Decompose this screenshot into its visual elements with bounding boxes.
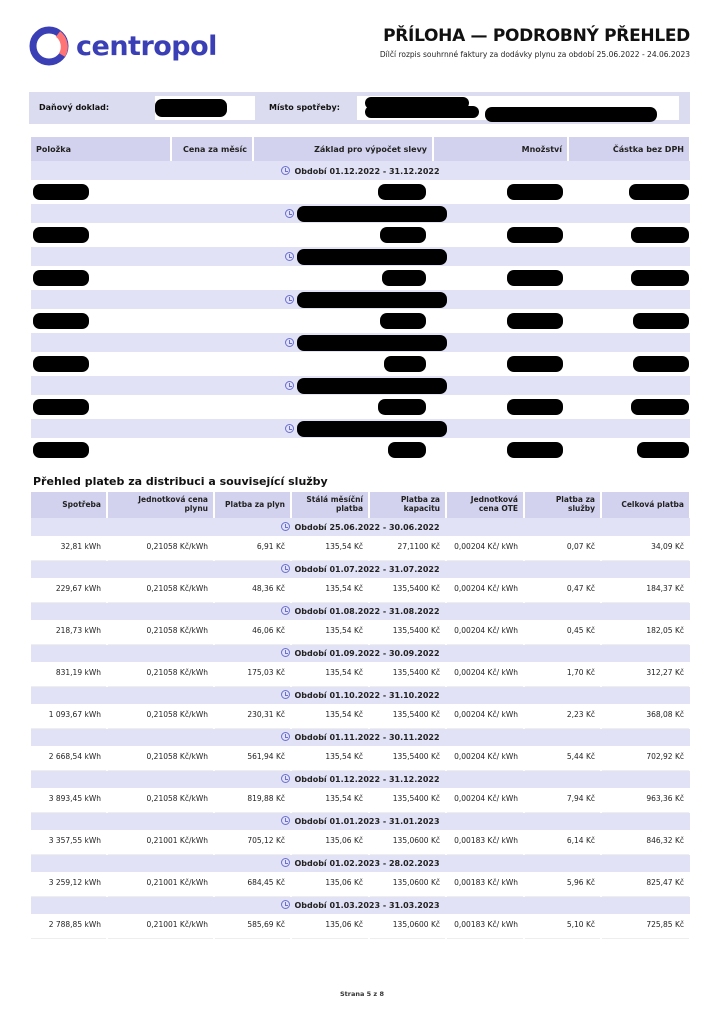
- redaction-block: [155, 99, 227, 117]
- redaction-block: [297, 292, 447, 308]
- table-row: [31, 578, 690, 602]
- gas-payment-cell: 585,69 Kč: [214, 914, 291, 938]
- total-payment-cell: 963,36 Kč: [601, 788, 690, 812]
- amount-cell: [568, 180, 690, 204]
- table-row: [31, 872, 690, 896]
- period-label: Období 01.09.2022 - 30.09.2022: [294, 649, 440, 659]
- col-item: Položka: [31, 137, 171, 161]
- period-row: [31, 770, 690, 788]
- redaction-block: [378, 184, 426, 200]
- period-cell: [31, 161, 690, 180]
- logo-mark-icon: [28, 25, 70, 67]
- ote-price-cell: 0,00183 Kč/ kWh: [446, 872, 524, 896]
- redaction-block: [33, 356, 89, 372]
- unit-price-cell: 0,21058 Kč/kWh: [107, 704, 214, 728]
- consumption-cell: 3 893,45 kWh: [31, 788, 107, 812]
- item-cell: [31, 395, 171, 419]
- item-cell: [31, 438, 171, 462]
- table-row: [31, 266, 690, 290]
- item-cell: [31, 352, 171, 376]
- period-row: [31, 247, 690, 266]
- period-cell: [31, 204, 690, 223]
- period-label: Období 01.12.2022 - 31.12.2022: [294, 166, 440, 176]
- col-total-payment: Celková platba: [601, 492, 690, 518]
- fixed-payment-cell: 135,06 Kč: [291, 830, 369, 854]
- gas-payment-cell: 230,31 Kč: [214, 704, 291, 728]
- fixed-payment-cell: 135,54 Kč: [291, 620, 369, 644]
- service-payment-cell: 0,45 Kč: [524, 620, 601, 644]
- clock-icon: [285, 424, 294, 433]
- monthly-price-cell: [171, 309, 253, 333]
- consumption-cell: 2 668,54 kWh: [31, 746, 107, 770]
- unit-price-cell: 0,21001 Kč/kWh: [107, 914, 214, 938]
- redaction-block: [382, 270, 426, 286]
- col-discount-base: Základ pro výpočet slevy: [253, 137, 433, 161]
- total-payment-cell: 182,05 Kč: [601, 620, 690, 644]
- document-info-bar: [29, 92, 690, 124]
- col-service-payment: Platba za služby: [524, 492, 601, 518]
- redaction-block: [33, 313, 89, 329]
- capacity-payment-cell: 135,5400 Kč: [369, 788, 446, 812]
- discount-base-cell: [253, 352, 433, 376]
- monthly-price-cell: [171, 395, 253, 419]
- consumption-cell: 229,67 kWh: [31, 578, 107, 602]
- unit-price-cell: 0,21058 Kč/kWh: [107, 620, 214, 644]
- period-row: [31, 686, 690, 704]
- period-row: [31, 560, 690, 578]
- consumption-cell: 3 357,55 kWh: [31, 830, 107, 854]
- page-title: PŘÍLOHA — PODROBNÝ PŘEHLED: [383, 26, 690, 46]
- fixed-payment-cell: 135,54 Kč: [291, 536, 369, 560]
- period-cell: [31, 602, 690, 620]
- service-payment-cell: 0,07 Kč: [524, 536, 601, 560]
- redaction-block: [507, 399, 563, 415]
- redaction-block: [507, 184, 563, 200]
- redaction-block: [380, 313, 426, 329]
- redaction-block: [507, 313, 563, 329]
- service-payment-cell: 1,70 Kč: [524, 662, 601, 686]
- service-payment-cell: 5,10 Kč: [524, 914, 601, 938]
- quantity-cell: [433, 352, 568, 376]
- table-row: [31, 830, 690, 854]
- consumption-cell: 831,19 kWh: [31, 662, 107, 686]
- redaction-block: [631, 399, 689, 415]
- item-cell: [31, 309, 171, 333]
- discount-base-cell: [253, 395, 433, 419]
- consumption-cell: 218,73 kWh: [31, 620, 107, 644]
- col-capacity-payment: Platba za kapacitu: [369, 492, 446, 518]
- col-consumption: Spotřeba: [31, 492, 107, 518]
- gas-payment-cell: 48,36 Kč: [214, 578, 291, 602]
- item-cell: [31, 223, 171, 247]
- redaction-block: [633, 356, 689, 372]
- unit-price-cell: 0,21058 Kč/kWh: [107, 662, 214, 686]
- monthly-price-cell: [171, 180, 253, 204]
- fixed-payment-cell: 135,06 Kč: [291, 914, 369, 938]
- monthly-price-cell: [171, 266, 253, 290]
- ote-price-cell: 0,00204 Kč/ kWh: [446, 662, 524, 686]
- period-cell: [31, 518, 690, 536]
- quantity-cell: [433, 438, 568, 462]
- capacity-payment-cell: 135,0600 Kč: [369, 914, 446, 938]
- period-label: Období 01.12.2022 - 31.12.2022: [294, 775, 440, 785]
- period-cell: [31, 728, 690, 746]
- table-row: [31, 788, 690, 812]
- period-cell: [31, 560, 690, 578]
- clock-icon: [281, 522, 290, 531]
- period-cell: [31, 376, 690, 395]
- fixed-payment-cell: 135,54 Kč: [291, 704, 369, 728]
- clock-icon: [281, 816, 290, 825]
- payments-section-title: Přehled plateb za distribuci a související služby: [33, 475, 328, 488]
- table-row: [31, 395, 690, 419]
- ote-price-cell: 0,00204 Kč/ kWh: [446, 788, 524, 812]
- clock-icon: [285, 381, 294, 390]
- col-quantity: Množství: [433, 137, 568, 161]
- redaction-block: [33, 270, 89, 286]
- clock-icon: [281, 732, 290, 741]
- fixed-payment-cell: 135,54 Kč: [291, 788, 369, 812]
- period-cell: [31, 812, 690, 830]
- capacity-payment-cell: 135,5400 Kč: [369, 620, 446, 644]
- period-cell: [31, 896, 690, 914]
- capacity-payment-cell: 135,5400 Kč: [369, 662, 446, 686]
- period-cell: [31, 854, 690, 872]
- period-row: [31, 728, 690, 746]
- clock-icon: [281, 606, 290, 615]
- total-payment-cell: 184,37 Kč: [601, 578, 690, 602]
- discount-base-cell: [253, 266, 433, 290]
- amount-cell: [568, 438, 690, 462]
- period-cell: [31, 686, 690, 704]
- redaction-block: [33, 442, 89, 458]
- quantity-cell: [433, 266, 568, 290]
- period-label: Období 01.03.2023 - 31.03.2023: [294, 901, 440, 911]
- capacity-payment-cell: 135,5400 Kč: [369, 704, 446, 728]
- page-number: Strana 5 z 8: [339, 990, 384, 998]
- brand-logo: [28, 25, 217, 67]
- period-row: [31, 290, 690, 309]
- discount-base-cell: [253, 309, 433, 333]
- clock-icon: [285, 295, 294, 304]
- gas-payment-cell: 46,06 Kč: [214, 620, 291, 644]
- total-payment-cell: 846,32 Kč: [601, 830, 690, 854]
- redaction-block: [378, 399, 426, 415]
- clock-icon: [285, 209, 294, 218]
- ote-price-cell: 0,00204 Kč/ kWh: [446, 746, 524, 770]
- ote-price-cell: 0,00183 Kč/ kWh: [446, 914, 524, 938]
- clock-icon: [281, 690, 290, 699]
- tax-document-value: [155, 96, 255, 120]
- clock-icon: [281, 774, 290, 783]
- redaction-block: [629, 184, 689, 200]
- clock-icon: [281, 858, 290, 867]
- redaction-block: [297, 421, 447, 437]
- service-payment-cell: 5,96 Kč: [524, 872, 601, 896]
- capacity-payment-cell: 135,5400 Kč: [369, 746, 446, 770]
- service-payment-cell: 6,14 Kč: [524, 830, 601, 854]
- period-cell: [31, 247, 690, 266]
- fixed-payment-cell: 135,06 Kč: [291, 872, 369, 896]
- amount-cell: [568, 266, 690, 290]
- period-cell: [31, 770, 690, 788]
- table-row: [31, 223, 690, 247]
- col-unit-price: Jednotková cena plynu: [107, 492, 214, 518]
- gas-payment-cell: 6,91 Kč: [214, 536, 291, 560]
- col-gas-payment: Platba za plyn: [214, 492, 291, 518]
- redaction-block: [297, 378, 447, 394]
- fixed-payment-cell: 135,54 Kč: [291, 662, 369, 686]
- redaction-block: [631, 227, 689, 243]
- quantity-cell: [433, 309, 568, 333]
- period-row: [31, 644, 690, 662]
- redaction-block: [485, 107, 657, 122]
- redaction-block: [380, 227, 426, 243]
- redaction-block: [297, 206, 447, 222]
- quantity-cell: [433, 223, 568, 247]
- table-row: [31, 352, 690, 376]
- capacity-payment-cell: 135,0600 Kč: [369, 830, 446, 854]
- gas-payment-cell: 561,94 Kč: [214, 746, 291, 770]
- period-row: [31, 812, 690, 830]
- clock-icon: [285, 338, 294, 347]
- quantity-cell: [433, 395, 568, 419]
- table-row: [31, 704, 690, 728]
- table-row: [31, 180, 690, 204]
- period-row: [31, 518, 690, 536]
- discount-base-cell: [253, 438, 433, 462]
- gas-payment-cell: 705,12 Kč: [214, 830, 291, 854]
- capacity-payment-cell: 27,1100 Kč: [369, 536, 446, 560]
- redaction-block: [507, 270, 563, 286]
- service-payment-cell: 5,44 Kč: [524, 746, 601, 770]
- payments-table: [31, 492, 691, 939]
- redaction-block: [384, 356, 426, 372]
- unit-price-cell: 0,21058 Kč/kWh: [107, 746, 214, 770]
- period-cell: [31, 644, 690, 662]
- discount-base-cell: [253, 223, 433, 247]
- amount-cell: [568, 309, 690, 333]
- unit-price-cell: 0,21058 Kč/kWh: [107, 788, 214, 812]
- monthly-price-cell: [171, 352, 253, 376]
- redaction-block: [297, 249, 447, 265]
- table-row: [31, 746, 690, 770]
- consumption-cell: 32,81 kWh: [31, 536, 107, 560]
- ote-price-cell: 0,00183 Kč/ kWh: [446, 830, 524, 854]
- col-ote-price: Jednotková cena OTE: [446, 492, 524, 518]
- ote-price-cell: 0,00204 Kč/ kWh: [446, 536, 524, 560]
- redaction-block: [388, 442, 426, 458]
- period-row: [31, 419, 690, 438]
- period-row: [31, 333, 690, 352]
- clock-icon: [285, 252, 294, 261]
- capacity-payment-cell: 135,0600 Kč: [369, 872, 446, 896]
- period-row: [31, 161, 690, 180]
- total-payment-cell: 825,47 Kč: [601, 872, 690, 896]
- fixed-payment-cell: 135,54 Kč: [291, 746, 369, 770]
- period-row: [31, 896, 690, 914]
- gas-payment-cell: 819,88 Kč: [214, 788, 291, 812]
- period-label: Období 01.11.2022 - 30.11.2022: [294, 733, 440, 743]
- gas-payment-cell: 684,45 Kč: [214, 872, 291, 896]
- clock-icon: [281, 900, 290, 909]
- capacity-payment-cell: 135,5400 Kč: [369, 578, 446, 602]
- period-cell: [31, 419, 690, 438]
- period-label: Období 01.10.2022 - 31.10.2022: [294, 691, 440, 701]
- period-cell: [31, 333, 690, 352]
- unit-price-cell: 0,21001 Kč/kWh: [107, 872, 214, 896]
- consumption-cell: 3 259,12 kWh: [31, 872, 107, 896]
- col-amount: Částka bez DPH: [568, 137, 690, 161]
- col-fixed-payment: Stálá měsíční platba: [291, 492, 369, 518]
- redaction-block: [631, 270, 689, 286]
- period-cell: [31, 290, 690, 309]
- amount-cell: [568, 352, 690, 376]
- period-row: [31, 602, 690, 620]
- service-payment-cell: 2,23 Kč: [524, 704, 601, 728]
- total-payment-cell: 702,92 Kč: [601, 746, 690, 770]
- period-row: [31, 376, 690, 395]
- discount-base-cell: [253, 180, 433, 204]
- redaction-block: [365, 106, 479, 118]
- page-subtitle: Dílčí rozpis souhrnné faktury za dodávky plynu za období 25.06.2022 - 24.06.2023: [379, 50, 690, 59]
- clock-icon: [281, 564, 290, 573]
- redaction-block: [633, 313, 689, 329]
- payments-header-row: [31, 492, 690, 518]
- table-row: [31, 309, 690, 333]
- item-cell: [31, 180, 171, 204]
- redaction-block: [297, 335, 447, 351]
- total-payment-cell: 368,08 Kč: [601, 704, 690, 728]
- unit-price-cell: 0,21058 Kč/kWh: [107, 536, 214, 560]
- redaction-block: [33, 184, 89, 200]
- total-payment-cell: 312,27 Kč: [601, 662, 690, 686]
- total-payment-cell: 34,09 Kč: [601, 536, 690, 560]
- clock-icon: [281, 166, 290, 175]
- consumption-cell: 1 093,67 kWh: [31, 704, 107, 728]
- period-row: [31, 204, 690, 223]
- ote-price-cell: 0,00204 Kč/ kWh: [446, 620, 524, 644]
- quantity-cell: [433, 180, 568, 204]
- amount-cell: [568, 395, 690, 419]
- gas-payment-cell: 175,03 Kč: [214, 662, 291, 686]
- ote-price-cell: 0,00204 Kč/ kWh: [446, 578, 524, 602]
- period-label: Období 25.06.2022 - 30.06.2022: [294, 522, 440, 532]
- tax-document-label: Daňový doklad:: [39, 103, 110, 112]
- monthly-price-cell: [171, 438, 253, 462]
- period-label: Období 01.02.2023 - 28.02.2023: [294, 859, 440, 869]
- monthly-price-cell: [171, 223, 253, 247]
- consumption-cell: 2 788,85 kWh: [31, 914, 107, 938]
- detail-table: [31, 137, 691, 462]
- detail-header-row: [31, 137, 690, 161]
- redaction-block: [507, 227, 563, 243]
- table-row: [31, 536, 690, 560]
- redaction-block: [33, 227, 89, 243]
- redaction-block: [33, 399, 89, 415]
- redaction-block: [507, 442, 563, 458]
- table-row: [31, 914, 690, 938]
- unit-price-cell: 0,21001 Kč/kWh: [107, 830, 214, 854]
- table-row: [31, 438, 690, 462]
- col-monthly-price: Cena za měsíc: [171, 137, 253, 161]
- amount-cell: [568, 223, 690, 247]
- table-row: [31, 662, 690, 686]
- service-payment-cell: 0,47 Kč: [524, 578, 601, 602]
- total-payment-cell: 725,85 Kč: [601, 914, 690, 938]
- ote-price-cell: 0,00204 Kč/ kWh: [446, 704, 524, 728]
- period-label: Období 01.01.2023 - 31.01.2023: [294, 817, 440, 827]
- table-row: [31, 620, 690, 644]
- period-label: Období 01.07.2022 - 31.07.2022: [294, 565, 440, 575]
- redaction-block: [637, 442, 689, 458]
- consumption-place-value: [357, 96, 679, 120]
- period-row: [31, 854, 690, 872]
- item-cell: [31, 266, 171, 290]
- brand-name: centropol: [76, 30, 217, 62]
- consumption-place-label: Místo spotřeby:: [269, 103, 340, 112]
- fixed-payment-cell: 135,54 Kč: [291, 578, 369, 602]
- unit-price-cell: 0,21058 Kč/kWh: [107, 578, 214, 602]
- service-payment-cell: 7,94 Kč: [524, 788, 601, 812]
- period-label: Období 01.08.2022 - 31.08.2022: [294, 607, 440, 617]
- clock-icon: [281, 648, 290, 657]
- redaction-block: [507, 356, 563, 372]
